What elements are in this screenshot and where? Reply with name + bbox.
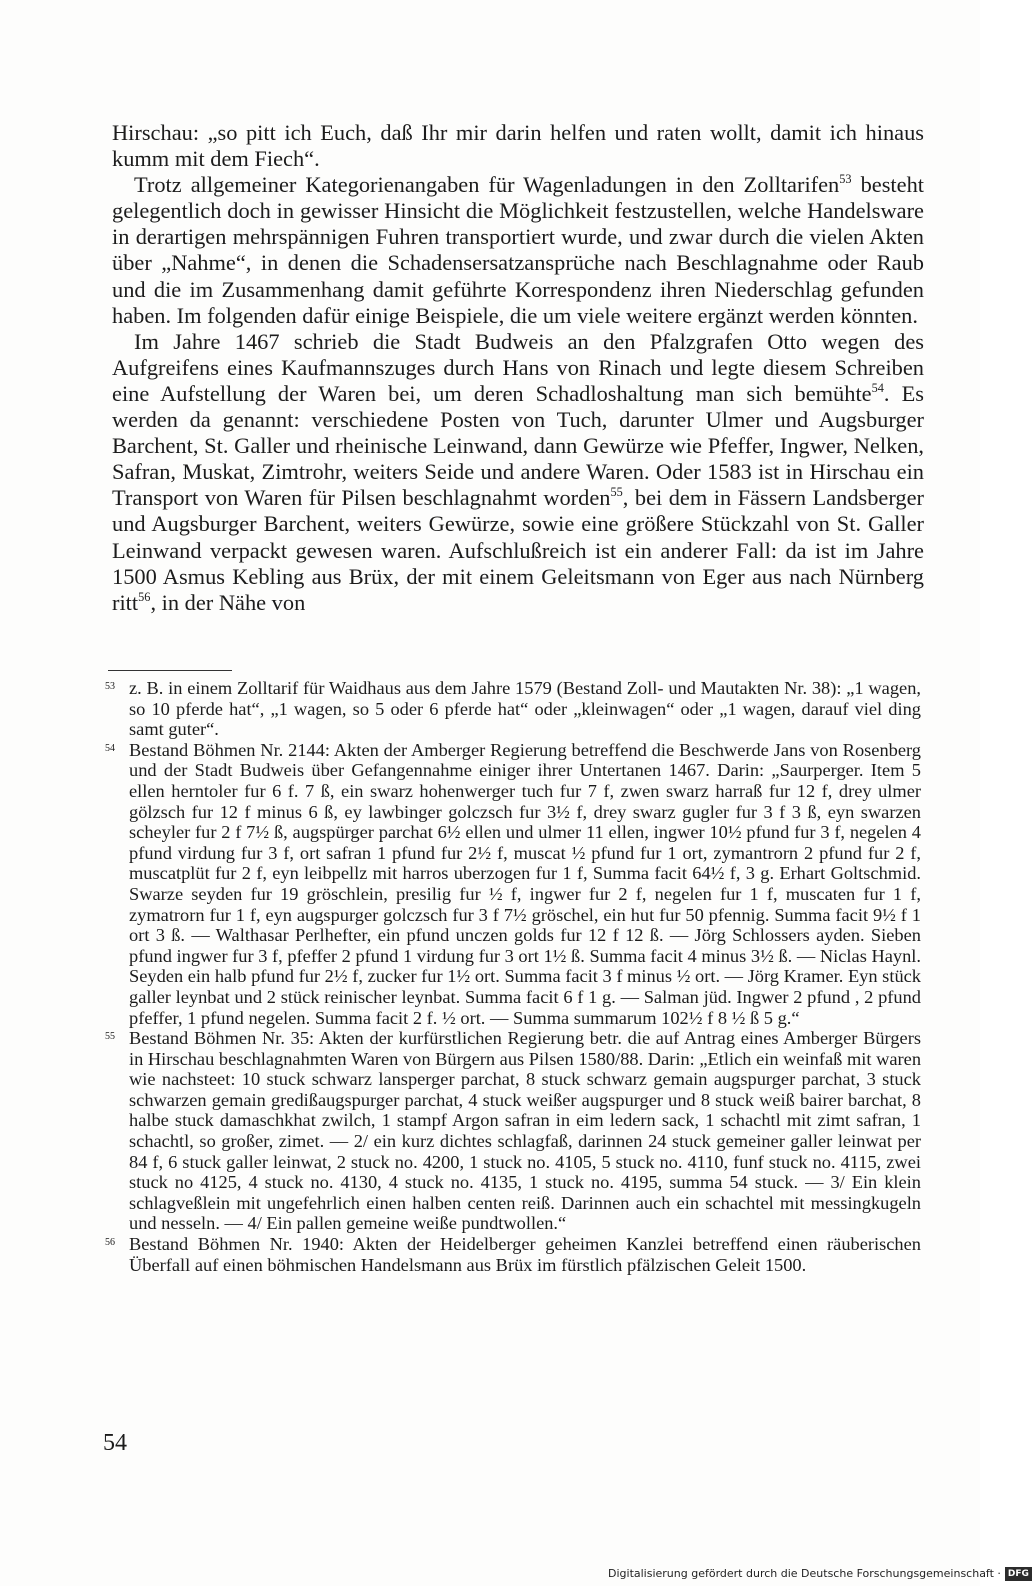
- footnote-number: 54: [105, 742, 115, 754]
- digitization-credit: [608, 1566, 1032, 1582]
- paragraph-3-text-b: . Es werden da genannt: verschiedene Posten von Tuch, darunter Ulmer und Augsburger Barchent, St. Galler und rheinische Leinwand, dann Gewürze wie Pfeffer, Ingwer, Nelken, Safran, Muskat, Zimtrohr, weiters Seide und andere Waren. Oder 1583 ist in Hirschau ein Transport von Waren für Pilsen beschlagnahmt worden: [112, 380, 924, 511]
- footnote-number: 53: [105, 681, 115, 692]
- footnote-ref-54[interactable]: 54: [871, 380, 884, 395]
- footnote-text: z. B. in einem Zolltarif für Waidhaus aus dem Jahre 1579 (Bestand Zoll- und Mautakten Nr. 38): „1 wagen, so 10 pferde hat“, „1 wagen, so 5 oder 6 pferde hat“ oder „kleinwagen“ oder „1 wagen, darauf viel ding samt guter“.: [129, 678, 921, 740]
- footnote-56: [105, 1234, 921, 1275]
- footnote-separator: [108, 670, 232, 671]
- footnote-55: [105, 1028, 921, 1234]
- footnote-ref-56[interactable]: 56: [138, 589, 151, 604]
- footnote-text: Bestand Böhmen Nr. 35: Akten der kurfürstlichen Regierung betr. die auf Antrag eines Amberger Bürgers in Hirschau beschlagnahmten Waren von Bürgern aus Pilsen 1580/88. Darin: „Etlich ein weinfaß mit waren wie nachsteet: 10 stuck schwarz lansperger parchat, 8 stuck schwarz gemain augspurger parchat, 3 stuck schwarzen gemain gredißaugspurger parchat, 4 stuck weißer augspurger und 8 stuck weiß bairer barchat, 8 halbe stuck damaschkhat zwilch, 1 stampf Argon safran in eim ledern sack, 1 schachtl mit zimt safran, 1 schachtl, so großer, zimet. — 2/ ein kurz dichtes schlagfaß, darinnen 24 stuck gemeiner galler leinwat per 84 f, 6 stuck galler leinwat, 2 stuck no. 4200, 1 stuck no. 4105, 5 stuck no. 4110, funf stuck no. 4115, zwei stuck no 4125, 4 stuck no. 4130, 4 stuck no. 4135, 1 stuck no. 4195, summa 54 stuck. — 3/ Ein klein schlagveßlein mit ungefehrlich einen halben centen reiß. Darinnen auch ein schachtel mit messingkugeln und nesseln. — 4/ Ein pallen gemeine weiße pundtwollen.“: [129, 1028, 922, 1234]
- main-text: [112, 120, 924, 616]
- paragraph-2-text-a: Trotz allgemeiner Kategorienangaben für Wagenladungen in den Zolltarifen: [134, 172, 840, 198]
- paragraph-2-text-b: besteht gelegentlich doch in gewisser Hinsicht die Möglichkeit festzustellen, welche Handelsware in derartigen mehrspännigen Fuhren transportiert wurde, und zwar durch die vielen Akten über „Nahme“, in denen die Schadensersatzansprüche nach Beschlagnahme oder Raub und die im Zusammenhang damit geführte Korrespondenz ihren Niederschlag gefunden haben. Im folgenden dafür einige Beispiele, die um viele weitere ergänzt werden könnten.: [112, 172, 924, 328]
- footnote-number: 56: [105, 1237, 115, 1249]
- footnote-54: [105, 740, 921, 1028]
- footnote-ref-55[interactable]: 55: [610, 485, 623, 500]
- paragraph-3-text-a: Im Jahre 1467 schrieb die Stadt Budweis an den Pfalzgrafen Otto wegen des Aufgreifens eines Kaufmannszuges durch Hans von Rinach und legte diesem Schreiben eine Aufstellung der Waren bei, um deren Schadloshaltung man sich bemühte: [112, 328, 924, 406]
- paragraph-3-text-c: , bei dem in Fässern Landsberger und Augsburger Barchent, weiters Gewürze, sowie eine größere Stückzahl von St. Galler Leinwand verpackt gewesen waren. Aufschlußreich ist ein anderer Fall: da ist im Jahre 1500 Asmus Kebling aus Brüx, der mit einem Geleitsmann von Eger aus nach Nürnberg ritt: [112, 485, 925, 615]
- footnote-text: Bestand Böhmen Nr. 2144: Akten der Amberger Regierung betreffend die Beschwerde Jans von Rosenberg und der Stadt Budweis über Gefangennahme einiger ihrer Untertanen 1467. Darin: „Saurperger. Item 5 ellen herntoler fur 6 f. 7 ß, ein swarz hohenwerger tuch fur 7 f, zwen swarz harraß fur 12 f, drey ulmer gölzsch fur 12 f minus 6 ß, ey lawbinger golczsch fur 3½ f, drey swarz gugler fur 3 f 3 ß, eyn swarzen scheyler fur 2 f 7½ ß, augspürger parchat 6½ ellen und ulmer 11 ellen, ingwer 10½ pfund fur 3 f, negelen 4 pfund virdung fur 3 f, ort safran 1 pfund fur 2½ f, muscat ½ pfund fur 1 ort, zymantrorn 2 pfund fur 2 f, muscatplüt fur 2 f, eyn leibpellz mit harros uberzogen fur 1 f, Summa facit 64½ f, 3 g. Erhart Goltschmid. Swarze seyden fur 19 gröschlein, presilig fur ½ f, ingwer fur 2 f, negelen fur 1 f, muscaten fur 1 f, zymatrorn fur 1 f, eyn augspurger golczsch fur 3 f 7½ gröschel, ein hut fur 50 pfennig. Summa facit 9½ f 1 ort 3 ß. — Walthasar Perlhefter, ein pfund unczen golds fur 12 f 12 ß. — Jörg Schlossers ayden. Sieben pfund ingwer fur 3 f, pfeffer 2 pfund 1 virdung fur 3 ort 1½ ß. Summa facit 4 minus 3½ ß. — Niclas Haynl. Seyden ein halb pfund fur 2½ f, zucker fur 1½ ort. Summa facit 3 f minus ½ ort. — Jörg Kramer. Eyn stück galler leynbat und 2 stück reinischer leynbat. Summa facit 6 f 1 g. — Salman jüd. Ingwer 2 pfund , 2 pfund pfeffer, 1 pfund negelen. Summa facit 2 f. ½ ort. — Summa summarum 102½ f 8 ½ ß 5 g.“: [129, 739, 921, 1028]
- footnote-ref-53[interactable]: 53: [839, 171, 852, 186]
- credit-text: Digitalisierung gefördert durch die Deutsche Forschungsgemeinschaft ·: [608, 1567, 1001, 1580]
- footnote-text: Bestand Böhmen Nr. 1940: Akten der Heidelberger geheimen Kanzlei betreffend einen räuberischen Überfall auf einen böhmischen Handelsmann aus Brüx im fürstlich pfälzischen Geleit 1500.: [129, 1234, 921, 1275]
- paragraph-1-text: Hirschau: „so pitt ich Euch, daß Ihr mir darin helfen und raten wollt, damit ich hinaus kumm mit dem Fiech“.: [112, 120, 924, 172]
- paragraph-3: [112, 329, 924, 616]
- page-number: 54: [103, 1430, 127, 1456]
- paragraph-1: [112, 120, 924, 172]
- footnote-number: 55: [105, 1031, 115, 1043]
- footnote-53: [105, 678, 921, 740]
- dfg-logo: DFG: [1005, 1567, 1032, 1581]
- paragraph-2: [112, 172, 924, 329]
- footnotes: [105, 678, 921, 1275]
- paragraph-3-text-d: , in der Nähe von: [150, 589, 306, 615]
- scan-margin: [980, 0, 1000, 1586]
